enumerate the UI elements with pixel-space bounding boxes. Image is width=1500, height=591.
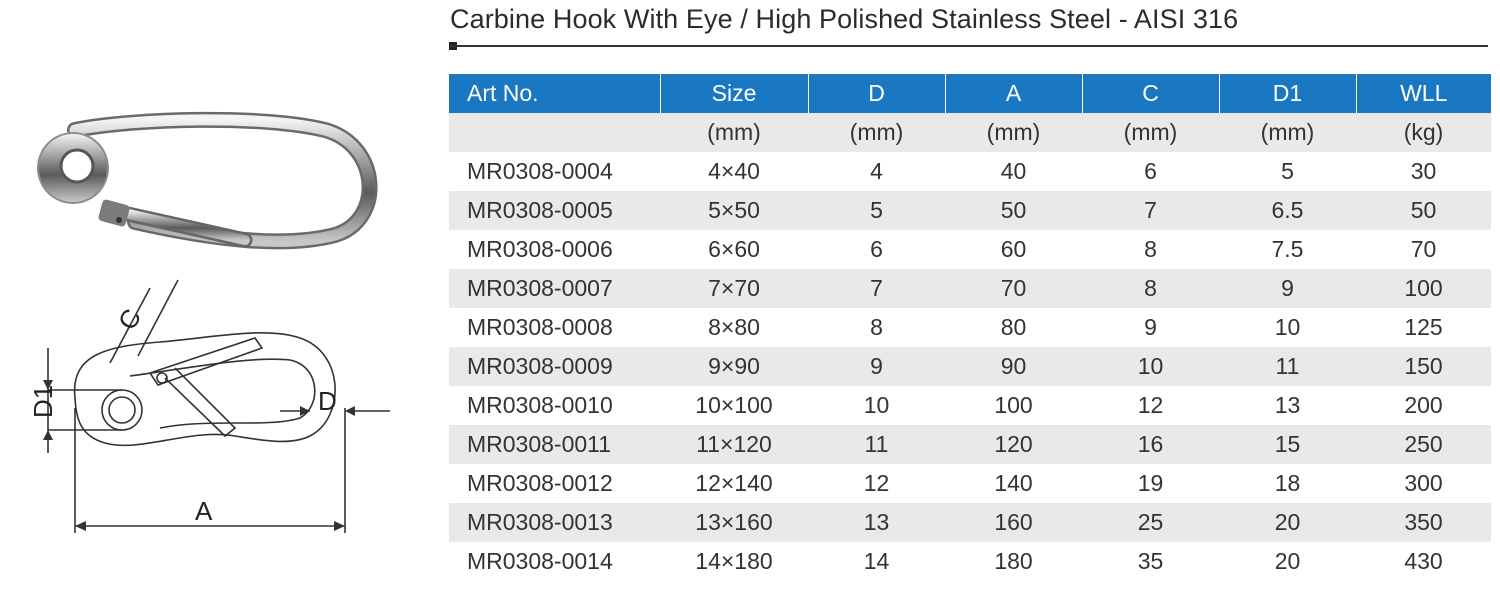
table-cell: 6.5 <box>1219 191 1356 230</box>
art-no-cell: MR0308-0014 <box>449 542 660 581</box>
table-cell: 430 <box>1356 542 1491 581</box>
table-row <box>449 542 1491 581</box>
art-no-cell: MR0308-0012 <box>449 464 660 503</box>
unit-cell <box>449 113 660 152</box>
dimension-drawing <box>10 268 400 538</box>
table-row <box>449 464 1491 503</box>
table-cell: 8 <box>1082 269 1219 308</box>
art-no-cell: MR0308-0007 <box>449 269 660 308</box>
table-row <box>449 425 1491 464</box>
table-cell: 120 <box>945 425 1082 464</box>
table-cell: 19 <box>1082 464 1219 503</box>
table-cell: 9×90 <box>660 347 808 386</box>
table-cell: 4 <box>808 152 945 191</box>
label-c: C <box>111 303 148 335</box>
table-row <box>449 347 1491 386</box>
table-cell: 50 <box>945 191 1082 230</box>
unit-cell: (kg) <box>1356 113 1491 152</box>
table-cell: 80 <box>945 308 1082 347</box>
art-no-cell: MR0308-0011 <box>449 425 660 464</box>
table-cell: 16 <box>1082 425 1219 464</box>
table-cell: 7×70 <box>660 269 808 308</box>
table-cell: 60 <box>945 230 1082 269</box>
label-d: D <box>318 386 337 416</box>
unit-cell: (mm) <box>808 113 945 152</box>
table-cell: 200 <box>1356 386 1491 425</box>
table-cell: 5×50 <box>660 191 808 230</box>
table-cell: 12 <box>1082 386 1219 425</box>
table-cell: 25 <box>1082 503 1219 542</box>
table-cell: 8×80 <box>660 308 808 347</box>
header-size: Size <box>660 74 808 113</box>
unit-cell: (mm) <box>660 113 808 152</box>
table-cell: 160 <box>945 503 1082 542</box>
art-no-cell: MR0308-0009 <box>449 347 660 386</box>
table-cell: 180 <box>945 542 1082 581</box>
table-cell: 7 <box>1082 191 1219 230</box>
table-cell: 90 <box>945 347 1082 386</box>
table-cell: 70 <box>945 269 1082 308</box>
table-cell: 10×100 <box>660 386 808 425</box>
unit-cell: (mm) <box>945 113 1082 152</box>
table-cell: 6 <box>808 230 945 269</box>
table-cell: 6 <box>1082 152 1219 191</box>
art-no-cell: MR0308-0008 <box>449 308 660 347</box>
header-wll: WLL <box>1356 74 1491 113</box>
table-cell: 8 <box>1082 230 1219 269</box>
table-cell: 9 <box>808 347 945 386</box>
table-cell: 70 <box>1356 230 1491 269</box>
table-cell: 11 <box>808 425 945 464</box>
carbine-hook-photo <box>15 110 385 260</box>
table-cell: 7 <box>808 269 945 308</box>
label-d1: D1 <box>28 384 58 418</box>
unit-cell: (mm) <box>1082 113 1219 152</box>
table-cell: 350 <box>1356 503 1491 542</box>
table-row <box>449 191 1491 230</box>
table-row <box>449 269 1491 308</box>
table-row <box>449 230 1491 269</box>
table-cell: 30 <box>1356 152 1491 191</box>
header-d: D <box>808 74 945 113</box>
table-row <box>449 308 1491 347</box>
header-c: C <box>1082 74 1219 113</box>
spec-table <box>449 74 1491 581</box>
table-cell: 11 <box>1219 347 1356 386</box>
table-cell: 13 <box>808 503 945 542</box>
table-row <box>449 503 1491 542</box>
table-row <box>449 386 1491 425</box>
art-no-cell: MR0308-0004 <box>449 152 660 191</box>
table-cell: 10 <box>1082 347 1219 386</box>
table-cell: 50 <box>1356 191 1491 230</box>
header-row <box>449 74 1491 113</box>
table-cell: 14 <box>808 542 945 581</box>
table-cell: 8 <box>808 308 945 347</box>
header-art-no: Art No. <box>449 74 660 113</box>
table-cell: 12 <box>808 464 945 503</box>
table-cell: 10 <box>808 386 945 425</box>
table-cell: 125 <box>1356 308 1491 347</box>
table-cell: 15 <box>1219 425 1356 464</box>
table-cell: 300 <box>1356 464 1491 503</box>
header-d1: D1 <box>1219 74 1356 113</box>
table-cell: 10 <box>1219 308 1356 347</box>
table-cell: 13 <box>1219 386 1356 425</box>
table-cell: 150 <box>1356 347 1491 386</box>
table-cell: 14×180 <box>660 542 808 581</box>
units-row <box>449 113 1491 152</box>
page-title: Carbine Hook With Eye / High Polished Stainless Steel - AISI 316 <box>450 4 1239 34</box>
table-cell: 7.5 <box>1219 230 1356 269</box>
table-cell: 5 <box>1219 152 1356 191</box>
table-cell: 13×160 <box>660 503 808 542</box>
table-cell: 20 <box>1219 503 1356 542</box>
title-rule <box>450 45 1488 47</box>
art-no-cell: MR0308-0010 <box>449 386 660 425</box>
art-no-cell: MR0308-0006 <box>449 230 660 269</box>
table-cell: 100 <box>945 386 1082 425</box>
table-cell: 12×140 <box>660 464 808 503</box>
table-cell: 11×120 <box>660 425 808 464</box>
art-no-cell: MR0308-0013 <box>449 503 660 542</box>
table-cell: 9 <box>1082 308 1219 347</box>
table-row <box>449 152 1491 191</box>
table-cell: 40 <box>945 152 1082 191</box>
table-cell: 4×40 <box>660 152 808 191</box>
table-cell: 6×60 <box>660 230 808 269</box>
label-a: A <box>195 496 213 526</box>
table-cell: 20 <box>1219 542 1356 581</box>
header-a: A <box>945 74 1082 113</box>
table-cell: 140 <box>945 464 1082 503</box>
table-cell: 100 <box>1356 269 1491 308</box>
table-cell: 5 <box>808 191 945 230</box>
art-no-cell: MR0308-0005 <box>449 191 660 230</box>
table-cell: 18 <box>1219 464 1356 503</box>
table-cell: 9 <box>1219 269 1356 308</box>
table-cell: 35 <box>1082 542 1219 581</box>
unit-cell: (mm) <box>1219 113 1356 152</box>
table-cell: 250 <box>1356 425 1491 464</box>
